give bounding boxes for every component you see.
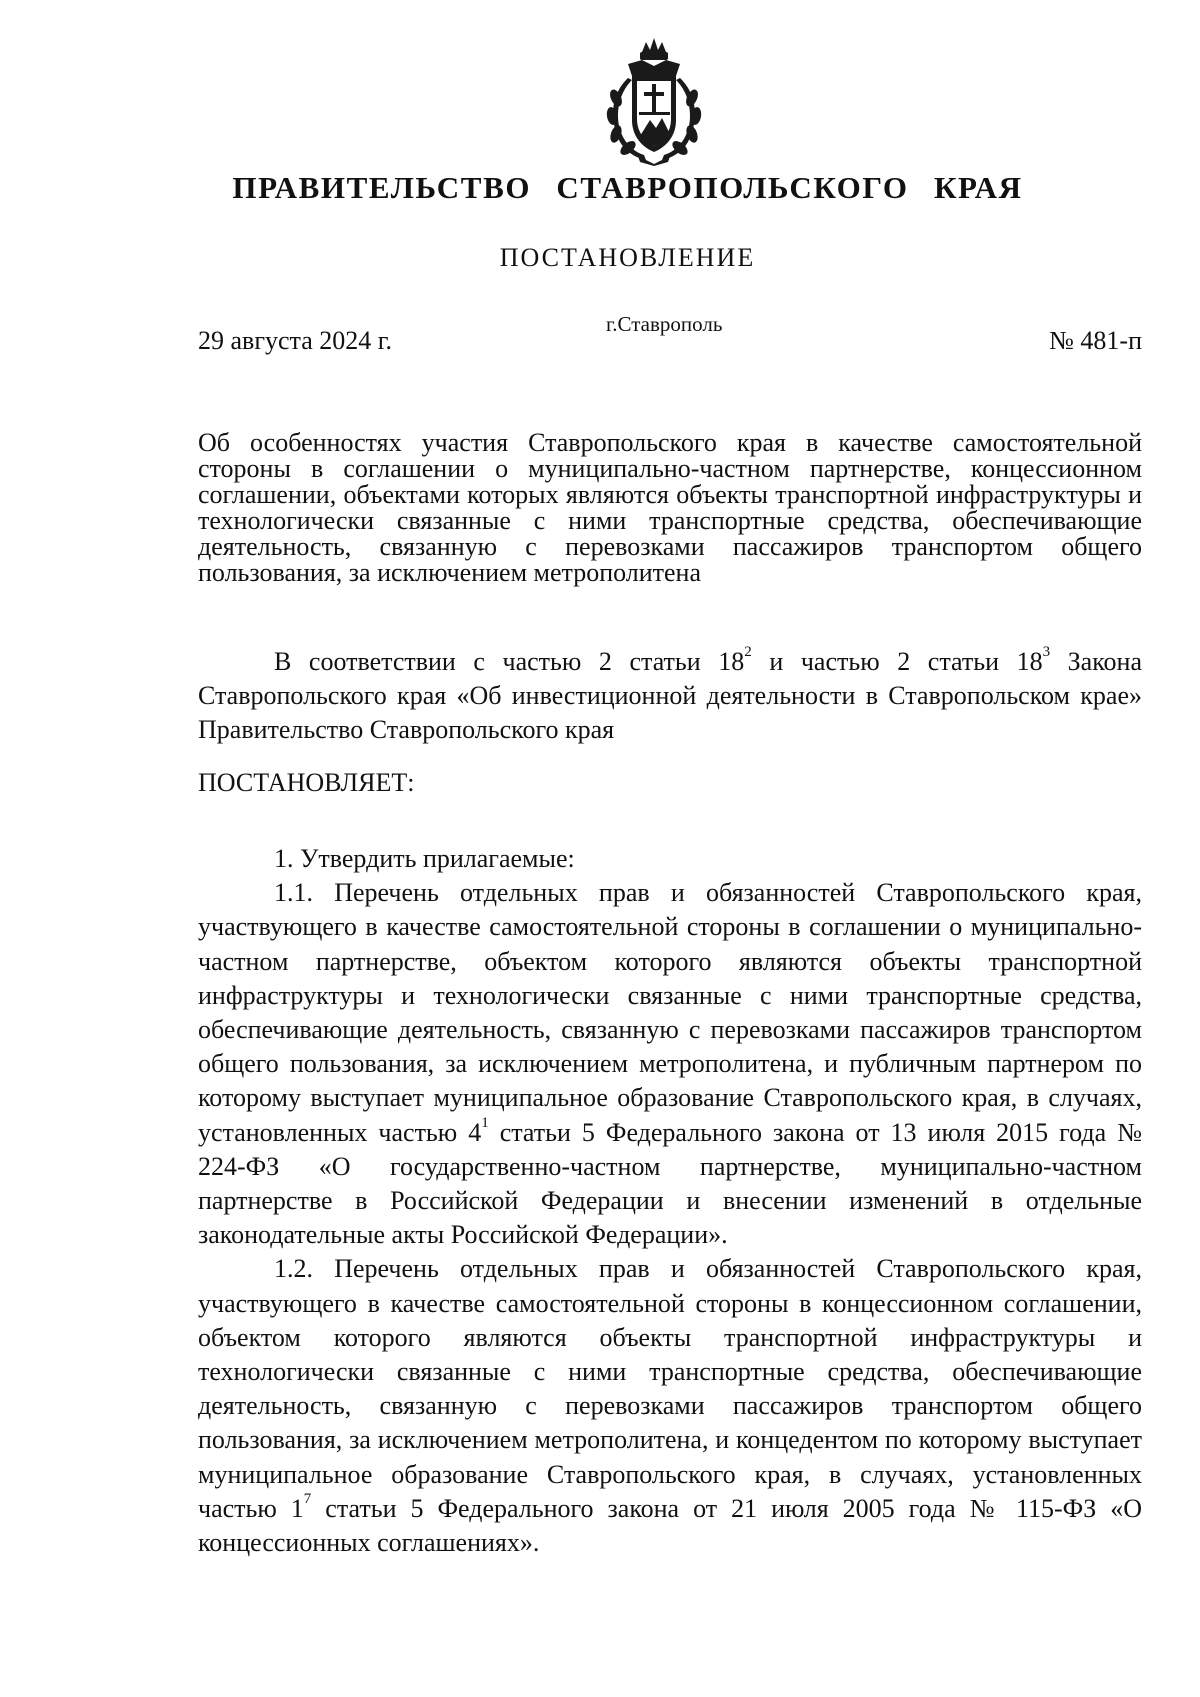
- decree-item-1: 1. Утвердить прилагаемые:: [274, 844, 575, 873]
- document-city: г.Ставрополь: [606, 312, 723, 336]
- superscript: 2: [744, 644, 752, 661]
- document-type: ПОСТАНОВЛЕНИЕ: [499, 243, 756, 272]
- item-text: статьи 5 Федерального закона от 13 июля 2015 года № 224-ФЗ «О государственно-частном партнерстве, муниципально-частном партнерстве в Российской Федерации и внесении изменений в отдельные законодательные акты Российской Федерации».: [198, 1117, 1143, 1250]
- document-subject: Об особенностях участия Ставропольского края в качестве самостоятельной стороны в соглашении о муниципально-частном партнерстве, концессионном соглашении, объектами которых являются объекты транспортной инфраструктуры и технологически связанные с ними транспортные средства, обеспечивающие деятельность, связанную с перевозками пассажиров транспортом общего пользования, за исключением метрополитена: [198, 428, 1142, 587]
- decree-items: [198, 842, 1142, 1560]
- item-text: 1.1. Перечень отдельных прав и обязанностей Ставропольского края, участвующего в качестве самостоятельной стороны в соглашении о муниципально-частном партнерстве, объектом которого являются объекты транспортной инфраструктуры и технологически связанные с ними транспортные средства, обеспечивающие деятельность, связанную с перевозками пассажиров транспортом общего пользования, за исключением метрополитена, и публичным партнером по которому выступает муниципальное образование Ставропольского края, в случаях, установленных частью 4: [198, 878, 1142, 1147]
- decree-word: ПОСТАНОВЛЯЕТ:: [198, 768, 415, 797]
- preamble-text: Закона Ставропольского края «Об инвестиционной деятельности в Ставропольском крае» Правительство Ставропольского края: [198, 647, 1142, 744]
- superscript: 1: [481, 1114, 489, 1131]
- document-date: 29 августа 2024 г.: [198, 326, 392, 355]
- superscript: 7: [303, 1491, 312, 1508]
- item-text: 1.2. Перечень отдельных прав и обязанностей Ставропольского края, участвующего в качестве самостоятельной стороны в концессионном соглашении, объектом которого являются объекты транспортной инфраструктуры и технологически связанные с ними транспортные средства, обеспечивающие деятельность, связанную с перевозками пассажиров транспортом общего пользования, за исключением метрополитена, и концедентом по которому выступает муниципальное образование Ставропольского края, в случаях, установленных частью 1: [198, 1254, 1142, 1523]
- decree-item-1-2: [198, 1252, 1142, 1560]
- preamble-paragraph: [198, 645, 1142, 747]
- stavropol-coat-of-arms-icon: [598, 38, 710, 166]
- preamble-text: В соответствии с частью 2 статьи 18: [274, 647, 745, 676]
- item-text: статьи 5 Федерального закона от 21 июля 2005 года № 115-ФЗ «О концессионных соглашениях».: [198, 1493, 1142, 1558]
- decree-item-1-1: [198, 876, 1142, 1252]
- superscript: 3: [1042, 644, 1051, 661]
- government-title: ПРАВИТЕЛЬСТВО СТАВРОПОЛЬСКОГО КРАЯ: [232, 170, 1023, 205]
- preamble-text: и частью 2 статьи 18: [751, 647, 1043, 676]
- document-number: № 481-п: [1049, 326, 1142, 355]
